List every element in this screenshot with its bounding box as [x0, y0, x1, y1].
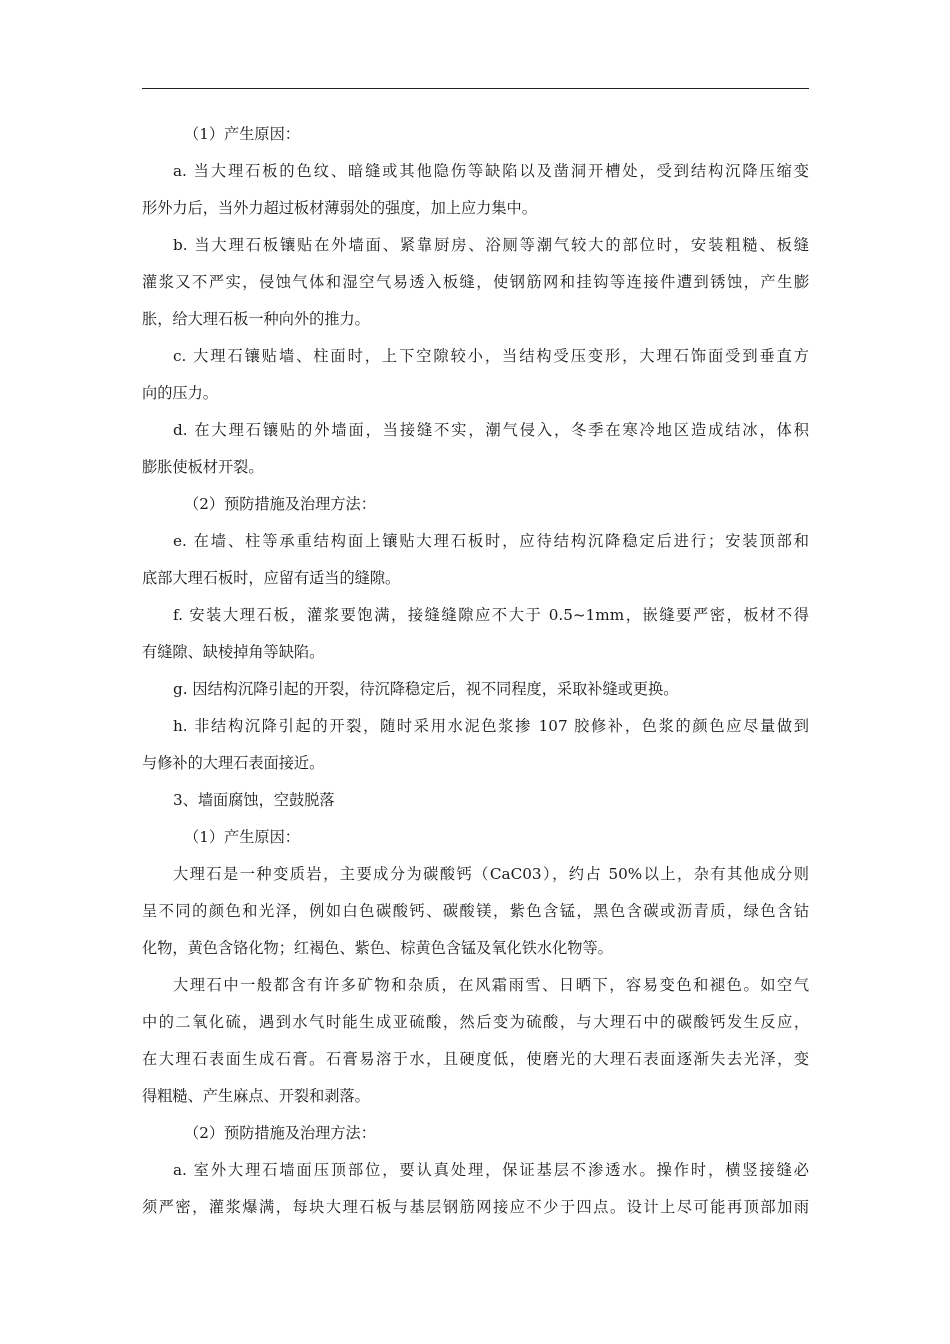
text-line: 大理石是一种变质岩，主要成分为碳酸钙（CaC03），约占 50%以上，杂有其他成分则: [173, 865, 809, 883]
section-heading: （1）产生原因：: [184, 125, 300, 143]
section-heading: （2）预防措施及治理方法：: [184, 495, 376, 513]
text-line: 得粗糙、产生麻点、开裂和剥落。: [142, 1087, 370, 1105]
text-line: f. 安装大理石板，灌浆要饱满，接缝缝隙应不大于 0.5~1mm，嵌缝要严密，板材不得: [173, 606, 809, 624]
text-line: 与修补的大理石表面接近。: [142, 754, 325, 772]
text-line: 3、墙面腐蚀，空鼓脱落: [173, 791, 335, 809]
text-line: e. 在墙、柱等承重结构面上镶贴大理石板时，应待结构沉降稳定后进行；安装顶部和: [173, 532, 809, 550]
text-line: 化物，黄色含铬化物；红褐色、紫色、棕黄色含锰及氧化铁水化物等。: [142, 939, 613, 957]
text-line: d. 在大理石镶贴的外墙面，当接缝不实，潮气侵入，冬季在寒冷地区造成结冰，体积: [173, 421, 809, 439]
text-line: 胀，给大理石板一种向外的推力。: [142, 310, 370, 328]
text-line: c. 大理石镶贴墙、柱面时，上下空隙较小，当结构受压变形，大理石饰面受到垂直方: [173, 347, 809, 365]
text-line: h. 非结构沉降引起的开裂，随时采用水泥色浆掺 107 胶修补，色浆的颜色应尽量做到: [173, 717, 809, 735]
section-heading: （1）产生原因：: [184, 828, 300, 846]
text-line: a. 室外大理石墙面压顶部位，要认真处理，保证基层不渗透水。操作时，横竖接缝必: [173, 1161, 809, 1179]
text-line: 向的压力。: [142, 384, 218, 402]
text-line: 底部大理石板时，应留有适当的缝隙。: [142, 569, 401, 587]
text-line: 有缝隙、缺棱掉角等缺陷。: [142, 643, 325, 661]
text-line: 灌浆又不严实，侵蚀气体和湿空气易透入板缝，使钢筋网和挂钩等连接件遭到锈蚀，产生膨: [142, 273, 809, 291]
text-line: 须严密，灌浆爆满，每块大理石板与基层钢筋网接应不少于四点。设计上尽可能再顶部加雨: [142, 1198, 809, 1216]
text-line: 呈不同的颜色和光泽，例如白色碳酸钙、碳酸镁，紫色含锰，黑色含碳或沥青质，绿色含钴: [142, 902, 809, 920]
text-line: a. 当大理石板的色纹、暗缝或其他隐伤等缺陷以及凿洞开槽处，受到结构沉降压缩变: [173, 162, 809, 180]
header-rule: [142, 88, 809, 89]
text-line: b. 当大理石板镶贴在外墙面、紧靠厨房、浴厕等潮气较大的部位时，安装粗糙、板缝: [173, 236, 809, 254]
text-line: 膨胀使板材开裂。: [142, 458, 264, 476]
document-body: [142, 116, 809, 1226]
text-line: 中的二氧化硫，遇到水气时能生成亚硫酸，然后变为硫酸，与大理石中的碳酸钙发生反应，: [142, 1013, 809, 1031]
text-line: g. 因结构沉降引起的开裂，待沉降稳定后，视不同程度，采取补缝或更换。: [173, 680, 679, 698]
section-heading: （2）预防措施及治理方法：: [184, 1124, 376, 1142]
text-line: 大理石中一般都含有许多矿物和杂质，在风霜雨雪、日晒下，容易变色和褪色。如空气: [173, 976, 809, 994]
text-line: 在大理石表面生成石膏。石膏易溶于水，且硬度低，使磨光的大理石表面逐渐失去光泽，变: [142, 1050, 809, 1068]
text-line: 形外力后，当外力超过板材薄弱处的强度，加上应力集中。: [142, 199, 537, 217]
